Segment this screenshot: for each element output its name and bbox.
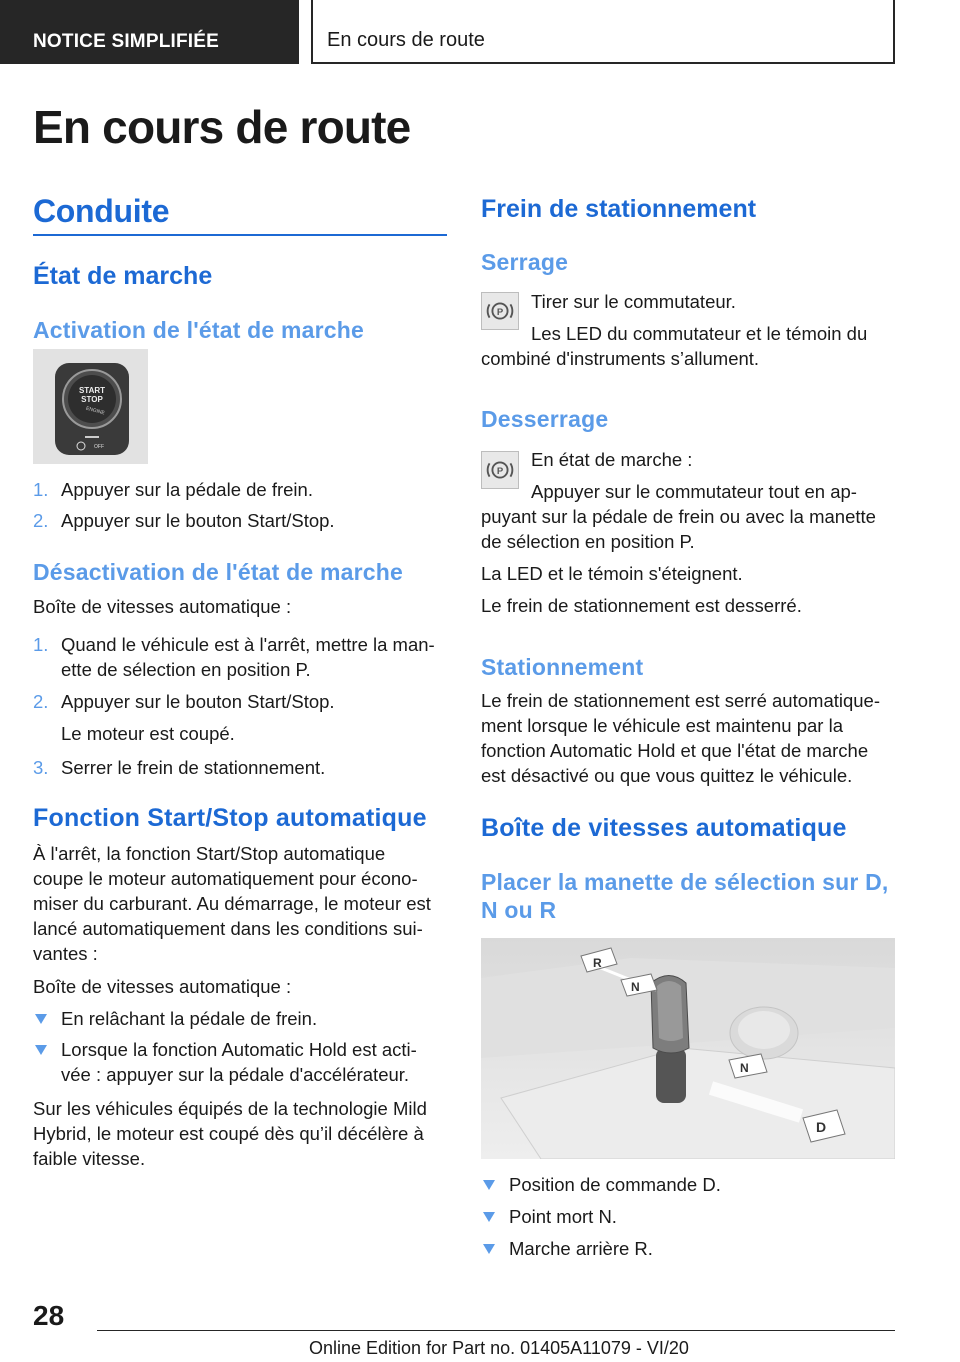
paragraph-line: miser du carburant. Au démarrage, le moteur est: [33, 893, 431, 914]
heading-etat-de-marche: État de marche: [33, 262, 213, 290]
stationnement-line: Le frein de stationnement est serré automatique‐: [481, 690, 881, 711]
chapter-tab: [311, 0, 895, 64]
start-stop-button-image: [33, 349, 148, 464]
parking-brake-icon: [481, 292, 519, 330]
parking-brake-icon: [481, 451, 519, 489]
gear-selector-illustration: [481, 938, 895, 1159]
heading-stationnement: Stationnement: [481, 654, 644, 680]
serrage-line: Les LED du commutateur et le témoin du: [531, 323, 868, 344]
page-title: En cours de route: [33, 101, 411, 153]
desactivation-intro: Boîte de vitesses automatique :: [33, 596, 292, 617]
startstop-intro: Boîte de vitesses automatique :: [33, 976, 292, 997]
stationnement-line: ment lorsque le véhicule est maintenu par la: [481, 715, 843, 736]
serrage-line: Tirer sur le commutateur.: [531, 291, 736, 312]
bullet-text: Marche arrière R.: [509, 1238, 653, 1259]
step-number: 2.: [33, 691, 49, 712]
stationnement-line: est désactivé ou que vous quittez le véhicule.: [481, 765, 853, 786]
paragraph-line: Sur les véhicules équipés de la technologie Mild: [33, 1098, 427, 1119]
heading-placer-line2: N ou R: [481, 897, 557, 923]
gear-selector-image: [481, 938, 895, 1159]
heading-serrage: Serrage: [481, 249, 569, 275]
bullet-triangle-icon: [483, 1212, 495, 1222]
step-text: Appuyer sur le bouton Start/Stop.: [61, 691, 335, 712]
bullet-triangle-icon: [483, 1180, 495, 1190]
serrage-line: combiné d'instruments s’allument.: [481, 348, 760, 369]
step-number: 1.: [33, 479, 49, 500]
step-text: Le moteur est coupé.: [61, 723, 235, 744]
heading-conduite: Conduite: [33, 193, 170, 229]
bullet-text: Position de commande D.: [509, 1174, 721, 1195]
bullet-text: Point mort N.: [509, 1206, 617, 1227]
step-number: 1.: [33, 634, 49, 655]
bullet-triangle-icon: [483, 1244, 495, 1254]
stop-label: STOP: [81, 395, 103, 404]
step-text: Serrer le frein de stationnement.: [61, 757, 326, 778]
desserrage-line: La LED et le témoin s'éteignent.: [481, 563, 743, 584]
stationnement-line: fonction Automatic Hold et que l'état de marche: [481, 740, 869, 761]
bullet-text: Lorsque la fonction Automatic Hold est acti‐: [61, 1039, 417, 1060]
gear-label-d: D: [816, 1119, 827, 1135]
desserrage-line: de sélection en position P.: [481, 531, 695, 552]
off-label: OFF: [94, 444, 104, 450]
step-text: Appuyer sur la pédale de frein.: [61, 479, 313, 500]
svg-text:P: P: [496, 465, 504, 477]
paragraph-line: Hybrid, le moteur est coupé dès qu’il décélère à: [33, 1123, 424, 1144]
desserrage-line: puyant sur la pédale de frein ou avec la manette: [481, 506, 876, 527]
paragraph-line: coupe le moteur automatiquement pour écono‐: [33, 868, 418, 889]
heading-activation: Activation de l'état de marche: [33, 317, 365, 343]
bullet-triangle-icon: [35, 1014, 47, 1024]
step-text: ette de sélection en position P.: [61, 659, 311, 680]
gear-label-n2: N: [740, 1061, 749, 1075]
svg-text:P: P: [496, 306, 504, 318]
edition-text: Online Edition for Part no. 01405A11079 - VI/20: [309, 1338, 689, 1358]
heading-desactivation: Désactivation de l'état de marche: [33, 559, 403, 585]
paragraph-line: À l'arrêt, la fonction Start/Stop automatique: [33, 843, 386, 864]
step-number: 3.: [33, 757, 49, 778]
desserrage-line: Appuyer sur le commutateur tout en ap‐: [531, 481, 857, 502]
page-number: 28: [33, 1300, 65, 1331]
step-number: 2.: [33, 510, 49, 531]
heading-frein: Frein de stationnement: [481, 195, 757, 223]
gear-label-r: R: [593, 956, 602, 970]
heading-desserrage: Desserrage: [481, 406, 609, 432]
step-text: Quand le véhicule est à l'arrêt, mettre la man‐: [61, 634, 435, 655]
heading-startstop: Fonction Start/Stop automatique: [33, 804, 427, 832]
gear-label-n: N: [631, 980, 640, 994]
footer-rule: [97, 1330, 895, 1331]
start-stop-button-icon: [33, 349, 148, 464]
chapter-label: En cours de route: [327, 29, 485, 51]
bullet-triangle-icon: [35, 1045, 47, 1055]
section-label: NOTICE SIMPLIFIÉE: [33, 31, 220, 52]
step-text: Appuyer sur le bouton Start/Stop.: [61, 510, 335, 531]
heading-placer-line1: Placer la manette de sélection sur D,: [481, 869, 889, 895]
desserrage-line: Le frein de stationnement est desserré.: [481, 595, 802, 616]
paragraph-line: vantes :: [33, 943, 98, 964]
engine-label: ENGINE: [85, 405, 106, 417]
paragraph-line: faible vitesse.: [33, 1148, 146, 1169]
paragraph-line: lancé automatiquement dans les conditions sui‐: [33, 918, 423, 939]
start-label: START: [78, 386, 106, 395]
heading-boite: Boîte de vitesses automatique: [481, 814, 847, 842]
desserrage-line: En état de marche :: [531, 449, 693, 470]
heading-rule: [33, 234, 447, 236]
section-tab: [0, 0, 299, 64]
bullet-text: vée : appuyer sur la pédale d'accélérateur.: [61, 1064, 410, 1085]
bullet-text: En relâchant la pédale de frein.: [61, 1008, 318, 1029]
